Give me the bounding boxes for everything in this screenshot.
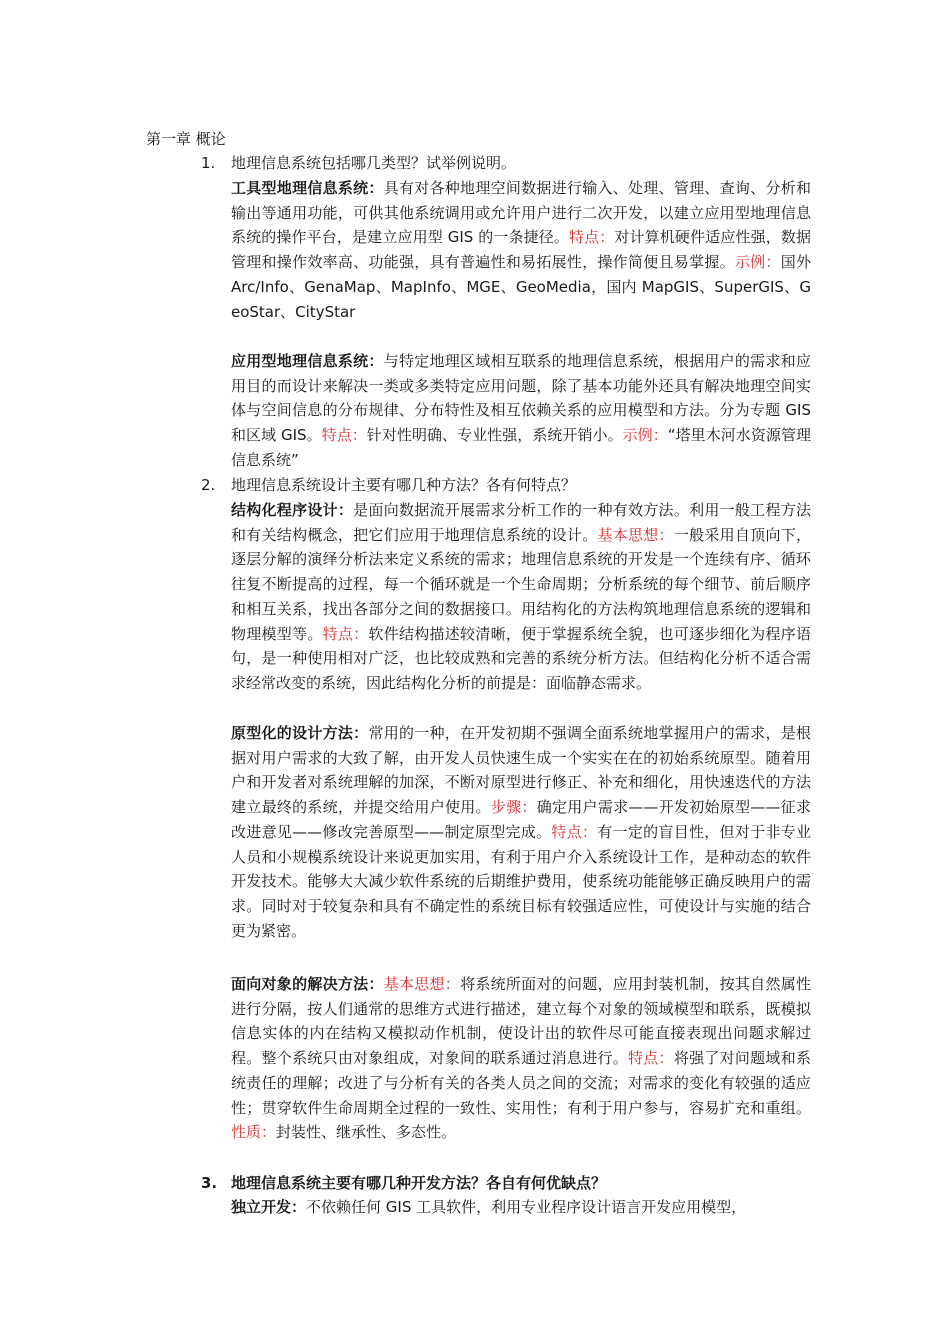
feature-label: 特点： <box>322 624 369 643</box>
term-label: 原型化的设计方法： <box>231 724 369 742</box>
question-3 <box>201 1171 821 1196</box>
example-label: 示例： <box>622 426 668 445</box>
answer-independent-development <box>231 1195 811 1220</box>
idea-body: 一般采用自顶向下，逐层分解的演绎分析法来定义系统的需求；地理信息系统的开发是一个连续有序、循环往复不断提高的过程，每一个循环就是一个生命周期；分析系统的每个细节、前后顺序和相互关系，找出各部分之间的数据接口。用结构化的方法构筑地理信息系统的逻辑和物理模型等。 <box>231 525 811 643</box>
feature-label: 特点： <box>628 1049 674 1068</box>
feature-body: 针对性明确、专业性强，系统开销小。 <box>366 426 623 445</box>
idea-body: 将系统所面对的问题，应用封装机制，按其自然属性进行分隔，按人们通常的思维方式进行描述，建立每个对象的领域模型和联系，既模拟信息实体的内在结构又模拟动作机制，使设计出的软件尽可能直接表现出问题求解过程。整个系统只由对象组成，对象间的联系通过消息进行。 <box>231 975 811 1068</box>
term-body: 不依赖任何 GIS 工具软件，利用专业程序设计语言开发应用模型， <box>306 1198 747 1216</box>
question-2 <box>201 473 821 498</box>
question-number: 3. <box>201 1174 218 1192</box>
nature-label: 性质： <box>231 1123 277 1142</box>
feature-body: 有一定的盲目性，但对于非专业人员和小规模系统设计来说更加实用，有利于用户介入系统设计工作，是种动态的软件开发技术。能够大大减少软件系统的后期维护费用，使系统功能能够正确反映用户的需求。同时对于较复杂和具有不确定性的系统目标有较强适应性，可使设计与实施的结合更为紧密。 <box>231 822 811 940</box>
answer-tool-gis <box>231 176 811 324</box>
term-body: 是面向数据流开展需求分析工作的一种有效方法。利用一般工程方法和有关结构概念，把它们应用于地理信息系统的设计。 <box>231 501 811 544</box>
answer-application-gis <box>231 349 811 473</box>
chapter-title: 第一章 概论 <box>146 130 226 148</box>
feature-label: 特点： <box>551 822 598 841</box>
question-text: 地理信息系统包括哪几类型？试举例说明。 <box>231 154 517 172</box>
idea-label: 基本思想： <box>597 525 674 544</box>
nature-body: 封装性、继承性、多态性。 <box>276 1123 457 1142</box>
question-1 <box>201 151 821 176</box>
feature-label: 特点： <box>569 228 615 247</box>
term-body: 与特定地理区域相互联系的地理信息系统，根据用户的需求和应用目的而设计来解决一类或多类特定应用问题，除了基本功能外还具有解决地理空间实体与空间信息的分布规律、分布特性及相互依赖关系的应用模型和方法。分为专题 GIS 和区域 GIS。 <box>231 352 811 445</box>
term-label: 独立开发： <box>231 1198 307 1216</box>
example-body: 国外 Arc/Info、GenaMap、MapInfo、MGE、GeoMedia，国内 MapGIS、SuperGIS、GeoStar、CityStar <box>231 253 811 321</box>
question-text: 地理信息系统主要有哪几种开发方法？各自有何优缺点？ <box>231 1174 607 1192</box>
feature-body: 对计算机硬件适应性强，数据管理和操作效率高、功能强，具有普遍性和易拓展性，操作简便且易掌握。 <box>231 228 811 272</box>
feature-label: 特点： <box>321 426 367 445</box>
term-label: 工具型地理信息系统： <box>231 179 384 197</box>
question-text: 地理信息系统设计主要有哪几种方法？各有何特点？ <box>231 476 577 494</box>
term-label: 结构化程序设计： <box>231 501 354 519</box>
idea-label: 基本思想： <box>383 975 461 993</box>
feature-body: 将强了对问题域和系统责任的理解；改进了与分析有关的各类人员之间的交流；对需求的变化有较强的适应性；贯穿软件生命周期全过程的一致性、实用性；有利于用户参与，容易扩充和重组。 <box>231 1049 811 1117</box>
answer-object-oriented <box>231 972 811 1145</box>
answer-prototype-design <box>231 721 811 943</box>
feature-body: 软件结构描述较清晰，便于掌握系统全貌，也可逐步细化为程序语句，是一种使用相对广泛，也比较成熟和完善的系统分析方法。但结构化分析不适合需求经常改变的系统，因此结构化分析的前提是：面临静态需求。 <box>231 624 811 692</box>
term-label: 面向对象的解决方法： <box>231 975 384 993</box>
term-body: 常用的一种，在开发初期不强调全面系统地掌握用户的需求，是根据对用户需求的大致了解，由开发人员快速生成一个实实在在的初始系统原型。随着用户和开发者对系统理解的加深，不断对原型进行修正、补充和细化，用快速迭代的方法建立最终的系统，并提交给用户使用。 <box>231 724 811 817</box>
term-label: 应用型地理信息系统： <box>231 352 384 370</box>
term-body: 具有对各种地理空间数据进行输入、处理、管理、查询、分析和输出等通用功能，可供其他系统调用或允许用户进行二次开发，以建立应用型地理信息系统的操作平台，是建立应用型 GIS 的一条捷径。 <box>231 179 811 247</box>
example-body: “塔里木河水资源管理信息系统” <box>231 426 811 469</box>
question-number: 1. <box>201 154 216 172</box>
answer-structured-design <box>231 498 811 696</box>
question-number: 2. <box>201 476 216 494</box>
steps-label: 步骤： <box>490 798 537 817</box>
steps-body: 确定用户需求——开发初始原型——征求改进意见——修改完善原型——制定原型完成。 <box>231 798 811 841</box>
example-label: 示例： <box>734 253 781 272</box>
